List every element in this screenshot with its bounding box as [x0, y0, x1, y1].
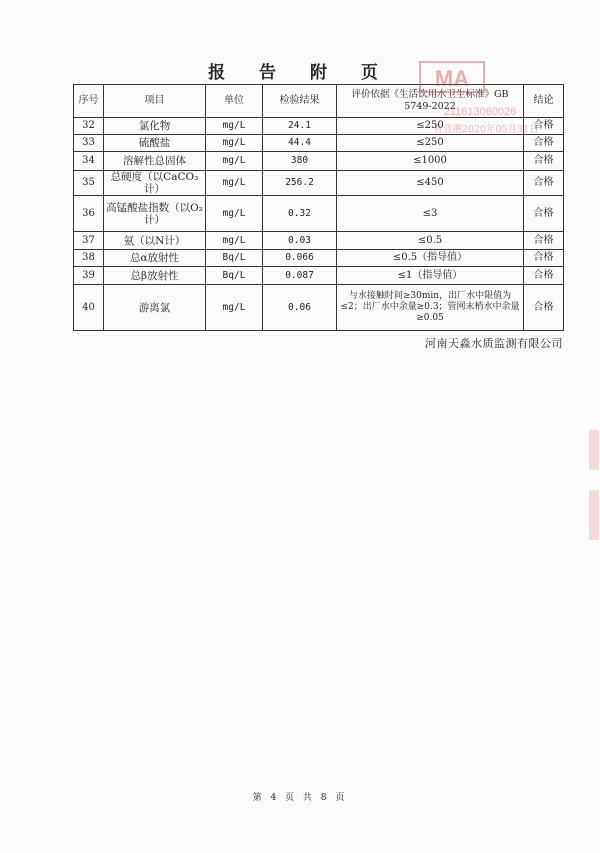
cell-criterion: ≤250 [337, 118, 524, 135]
table-row [74, 250, 564, 267]
cell-unit: mg/L [206, 285, 263, 331]
results-table [73, 84, 564, 331]
cell-no: 39 [74, 267, 104, 285]
cell-unit: mg/L [206, 232, 263, 250]
stamp-date: 有效期2020年05月31日 [433, 124, 539, 135]
cell-result: 0.066 [263, 250, 337, 267]
cell-item: 高锰酸盐指数（以O₂计） [104, 196, 206, 232]
cell-criterion: 与水接触时间≥30min，出厂水中限值为≤2；出厂水中余量≥0.3；管网末梢水中余量≥0.05 [337, 285, 524, 331]
cell-conclusion: 合格 [524, 250, 564, 267]
cell-criterion: ≤0.5 [337, 232, 524, 250]
cell-unit: mg/L [206, 171, 263, 196]
cell-result: 0.06 [263, 285, 337, 331]
cell-no: 35 [74, 171, 104, 196]
cell-item: 总α放射性 [104, 250, 206, 267]
cell-unit: Bq/L [206, 250, 263, 267]
col-header-item: 项目 [104, 85, 206, 118]
cell-criterion: ≤250 [337, 135, 524, 152]
table-row [74, 232, 564, 250]
cell-conclusion: 合格 [524, 171, 564, 196]
cell-no: 34 [74, 152, 104, 171]
table-row [74, 196, 564, 232]
cell-result: 380 [263, 152, 337, 171]
page-number: 第 4 页 共 8 页 [252, 793, 348, 803]
cell-no: 32 [74, 118, 104, 135]
col-header-unit: 单位 [206, 85, 263, 118]
cell-no: 40 [74, 285, 104, 331]
stamp-logo-text: MA [434, 66, 470, 91]
cell-conclusion: 合格 [524, 196, 564, 232]
cell-unit: mg/L [206, 118, 263, 135]
col-header-result: 检验结果 [263, 85, 337, 118]
table-row [74, 267, 564, 285]
col-header-criterion: 评价依据《生活饮用水卫生标准》GB 5749-2022 [337, 85, 524, 118]
seam-seal-mark [588, 430, 600, 560]
cell-conclusion: 合格 [524, 285, 564, 331]
cell-result: 24.1 [263, 118, 337, 135]
cell-item: 总β放射性 [104, 267, 206, 285]
col-header-conclusion: 结论 [524, 85, 564, 118]
table-header-row [74, 85, 564, 118]
stamp-code: 211613060026 [443, 106, 517, 118]
cell-result: 256.2 [263, 171, 337, 196]
cell-criterion: ≤3 [337, 196, 524, 232]
cell-no: 33 [74, 135, 104, 152]
cell-no: 37 [74, 232, 104, 250]
cell-item: 总硬度（以CaCO₃计） [104, 171, 206, 196]
cell-item: 氯化物 [104, 118, 206, 135]
table-row [74, 285, 564, 331]
cell-conclusion: 合格 [524, 152, 564, 171]
cell-criterion: ≤1000 [337, 152, 524, 171]
cell-result: 0.03 [263, 232, 337, 250]
cell-item: 溶解性总固体 [104, 152, 206, 171]
cell-item: 硫酸盐 [104, 135, 206, 152]
cell-conclusion: 合格 [524, 118, 564, 135]
cell-conclusion: 合格 [524, 232, 564, 250]
cell-conclusion: 合格 [524, 267, 564, 285]
cell-item: 游离氯 [104, 285, 206, 331]
table-row [74, 152, 564, 171]
cell-result: 0.32 [263, 196, 337, 232]
cell-no: 36 [74, 196, 104, 232]
cell-item: 氨（以N计） [104, 232, 206, 250]
cell-no: 38 [74, 250, 104, 267]
cell-conclusion: 合格 [524, 135, 564, 152]
cell-criterion: ≤450 [337, 171, 524, 196]
table-row [74, 118, 564, 135]
cell-unit: mg/L [206, 196, 263, 232]
cell-criterion: ≤0.5（指导值） [337, 250, 524, 267]
table-row [74, 171, 564, 196]
company-name: 河南天淼水质监测有限公司 [425, 337, 563, 350]
cell-unit: mg/L [206, 135, 263, 152]
page-title: 报 告 附 页 [208, 63, 392, 83]
cell-result: 0.087 [263, 267, 337, 285]
col-header-no: 序号 [74, 85, 104, 118]
cell-result: 44.4 [263, 135, 337, 152]
cell-unit: Bq/L [206, 267, 263, 285]
table-row [74, 135, 564, 152]
cell-unit: mg/L [206, 152, 263, 171]
cell-criterion: ≤1（指导值） [337, 267, 524, 285]
